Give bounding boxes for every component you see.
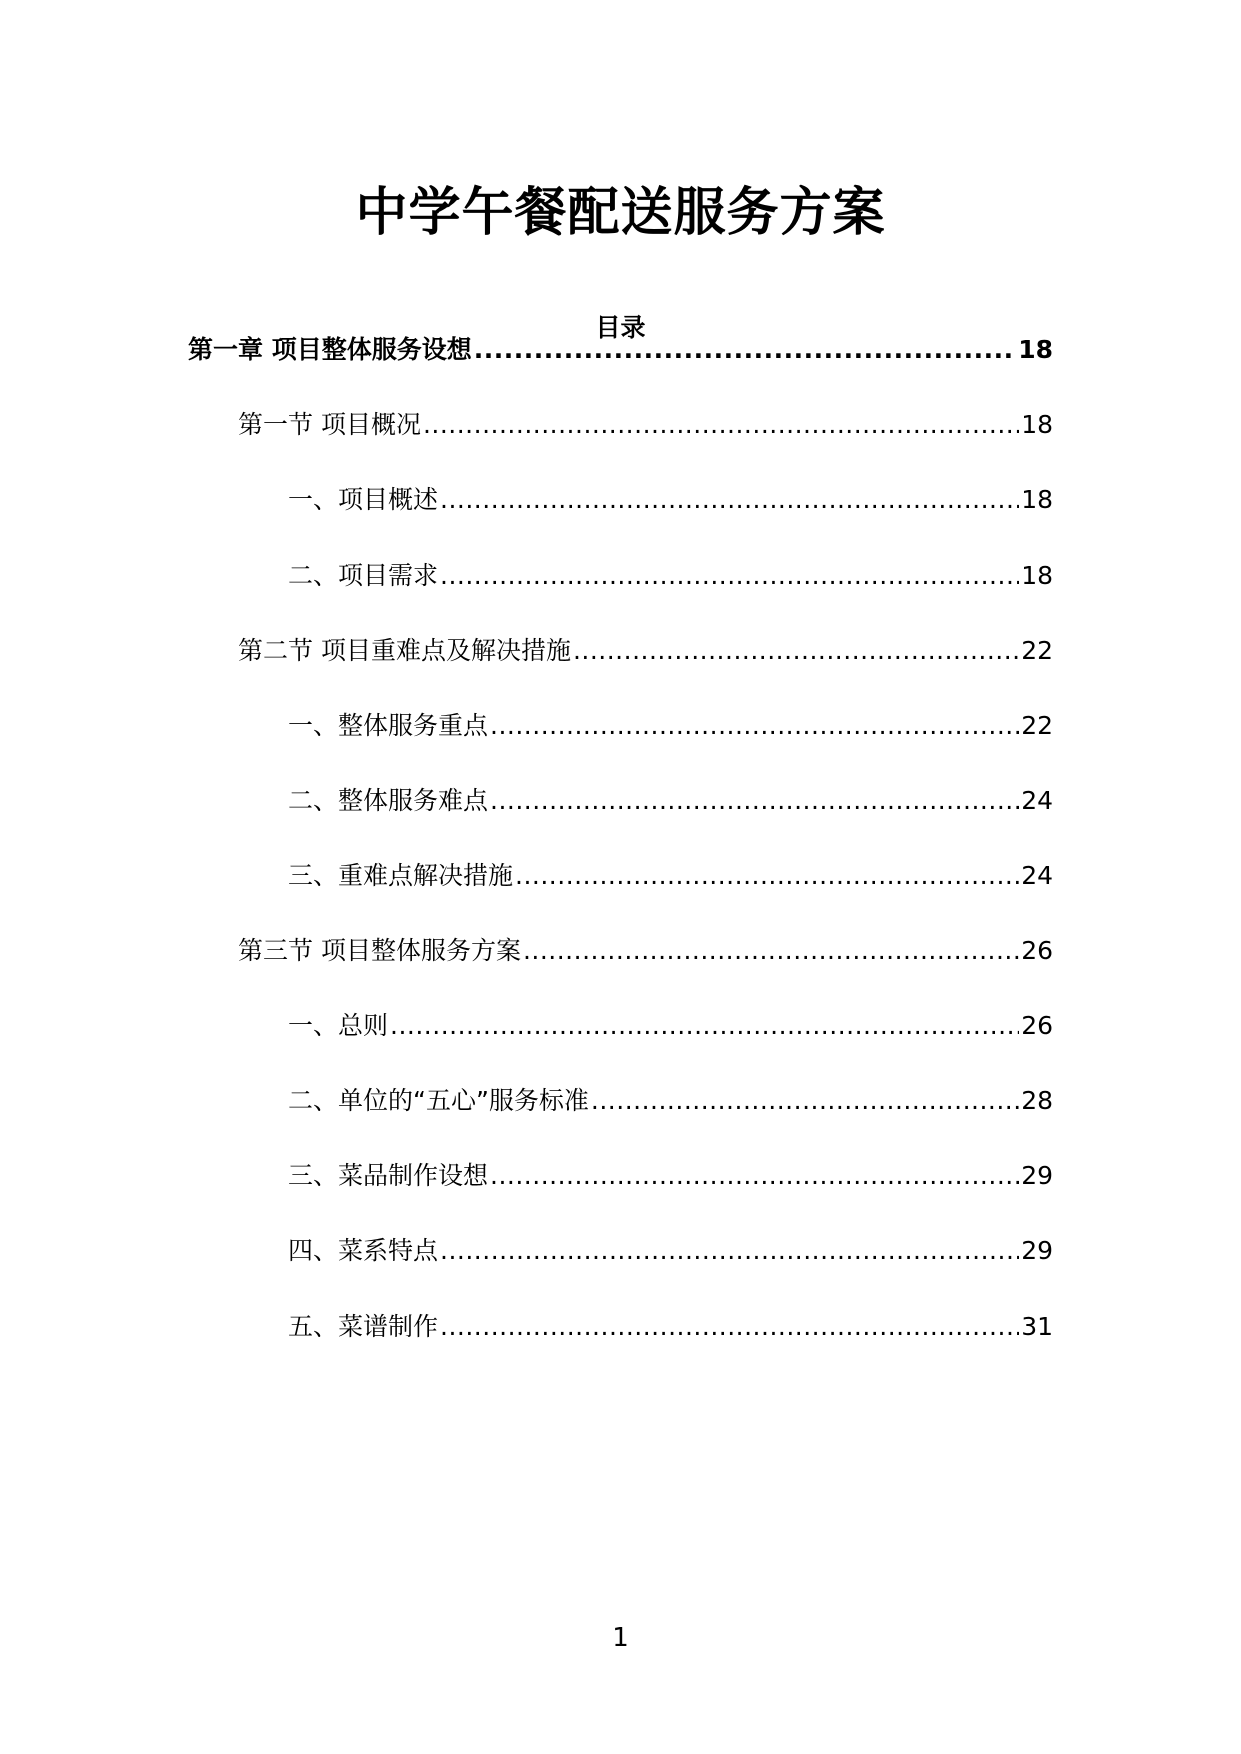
toc-leader-dots [490, 783, 1019, 819]
toc-entry-label: 二、单位的“五心”服务标准 [288, 1086, 589, 1115]
toc-leader-dots [490, 1158, 1019, 1194]
toc-leader-dots [515, 858, 1019, 894]
toc-entry-item[interactable] [288, 1158, 1053, 1194]
toc-entry-page: 26 [1021, 936, 1053, 965]
toc-entry-label: 三、菜品制作设想 [288, 1161, 489, 1190]
toc-entry-label: 第二节 项目重难点及解决措施 [238, 636, 571, 665]
toc-entry-item[interactable] [288, 1083, 1053, 1119]
toc-entry-label: 五、菜谱制作 [288, 1312, 439, 1341]
toc-entry-label: 第一章 项目整体服务设想 [188, 335, 472, 364]
toc-entry-item[interactable] [288, 708, 1053, 744]
toc-entry-item[interactable] [288, 558, 1053, 594]
page-number: 1 [612, 1623, 629, 1653]
toc-entry-page: 31 [1021, 1312, 1053, 1341]
toc-entry-page: 24 [1021, 786, 1053, 815]
toc-entry-page: 22 [1021, 636, 1053, 665]
toc-entry-item[interactable] [288, 1233, 1053, 1269]
toc-entry-label: 一、整体服务重点 [288, 711, 489, 740]
toc-entry-section-3[interactable] [238, 933, 1053, 969]
toc-leader-dots [591, 1083, 1019, 1119]
toc-leader-dots [490, 708, 1019, 744]
toc-entry-label: 二、整体服务难点 [288, 786, 489, 815]
toc-entry-item[interactable] [288, 783, 1053, 819]
toc-leader-dots [440, 1309, 1019, 1345]
toc-entry-item[interactable] [288, 858, 1053, 894]
toc-leader-dots [440, 1233, 1019, 1269]
toc-entry-page: 24 [1021, 861, 1053, 890]
toc-entry-item[interactable] [288, 1309, 1053, 1345]
toc-entry-item[interactable] [288, 482, 1053, 518]
toc-entry-label: 第三节 项目整体服务方案 [238, 936, 521, 965]
toc-heading: 目录 [595, 313, 646, 342]
toc-entry-label: 一、总则 [288, 1011, 389, 1040]
document-title: 中学午餐配送服务方案 [355, 183, 886, 243]
toc-entry-label: 一、项目概述 [288, 485, 439, 514]
toc-entry-page: 22 [1021, 711, 1053, 740]
toc-entry-label: 二、项目需求 [288, 561, 439, 590]
toc-leader-dots [423, 407, 1019, 443]
toc-leader-dots [474, 332, 1016, 368]
toc-leader-dots [573, 633, 1019, 669]
toc-leader-dots [523, 933, 1019, 969]
toc-leader-dots [440, 558, 1019, 594]
toc-leader-dots [390, 1008, 1019, 1044]
toc-entry-label: 第一节 项目概况 [238, 410, 421, 439]
toc-entry-page: 18 [1021, 410, 1053, 439]
toc-entry-section-2[interactable] [238, 633, 1053, 669]
toc-entry-chapter-1[interactable] [188, 332, 1053, 368]
toc-entry-page: 18 [1021, 485, 1053, 514]
toc-entry-page: 18 [1021, 561, 1053, 590]
toc-entry-label: 三、重难点解决措施 [288, 861, 514, 890]
toc-entry-page: 18 [1018, 335, 1053, 364]
toc-entry-page: 26 [1021, 1011, 1053, 1040]
toc-entry-page: 29 [1021, 1161, 1053, 1190]
toc-entry-label: 四、菜系特点 [288, 1236, 439, 1265]
toc-entry-item[interactable] [288, 1008, 1053, 1044]
toc-entry-section-1[interactable] [238, 407, 1053, 443]
toc-entry-page: 29 [1021, 1236, 1053, 1265]
toc-leader-dots [440, 482, 1019, 518]
toc-entry-page: 28 [1021, 1086, 1053, 1115]
